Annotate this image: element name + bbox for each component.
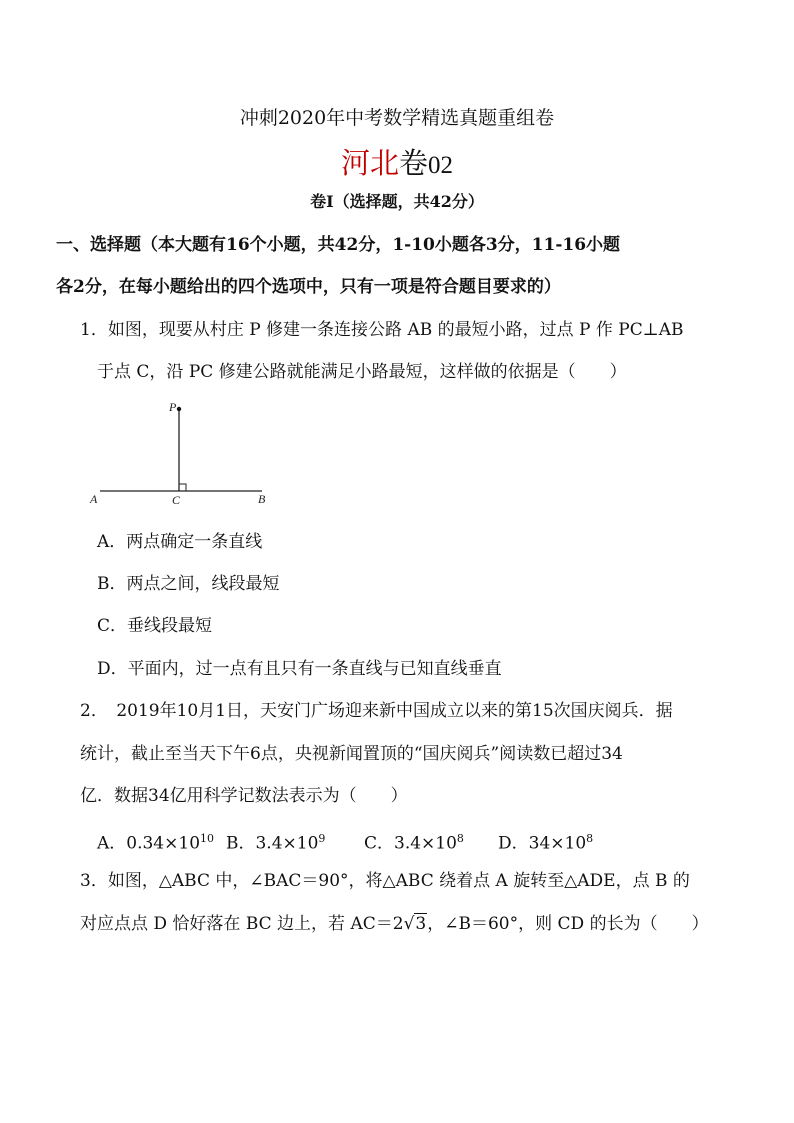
option-2b: B．$3.4\times 10^9$ bbox=[226, 832, 326, 854]
question-3-line1: 3．如图，△ABC 中，∠BAC＝90°，将△ABC 绕着点 A 旋转至△ADE，点 B 的 bbox=[80, 871, 690, 891]
question-2-line3: 亿．数据34亿用科学记数法表示为（ ） bbox=[80, 786, 408, 806]
label-p: P bbox=[169, 400, 177, 414]
question-2-line2: 统计，截止至当天下午6点，央视新闻置顶的“国庆阅兵”阅读数已超过34 bbox=[80, 744, 623, 764]
part-heading: 卷Ⅰ（选择题，共42分） bbox=[310, 192, 484, 211]
question-1-line1: 1．如图，现要从村庄 P 修建一条连接公路 AB 的最短小路，过点 P 作 PC⊥AB bbox=[80, 320, 684, 340]
subtitle-region: 河北 bbox=[340, 146, 399, 180]
paper-subtitle bbox=[0, 141, 794, 182]
question-3-line2: 对应点点 D 恰好落在 BC 边上，若 AC＝2√3，∠B＝60°，则 CD 的长为（ ） bbox=[80, 914, 709, 934]
option-1a: A．两点确定一条直线 bbox=[97, 532, 263, 552]
right-angle-mark bbox=[179, 484, 186, 491]
question-1-figure bbox=[80, 395, 280, 515]
label-a: A bbox=[90, 492, 98, 506]
question-2-line1: 2． 2019年10月1日，天安门广场迎来新中国成立以来的第15次国庆阅兵．据 bbox=[80, 701, 673, 721]
section-instructions-line2: 各2分，在每小题给出的四个选项中，只有一项是符合题目要求的） bbox=[56, 277, 561, 297]
option-1b: B．两点之间，线段最短 bbox=[97, 574, 280, 594]
sqrt-symbol: √3 bbox=[403, 914, 427, 934]
option-1c: C．垂线段最短 bbox=[97, 616, 213, 636]
paper-title: 冲刺2020年中考数学精选真题重组卷 bbox=[239, 107, 555, 129]
option-2a: A．$0.34\times 10^{10}$ bbox=[97, 832, 215, 854]
label-c: C bbox=[172, 493, 181, 507]
subtitle-number: 02 bbox=[428, 152, 454, 179]
question-1-line2: 于点 C，沿 PC 修建公路就能满足小路最短，这样做的依据是（ ） bbox=[97, 362, 627, 382]
label-b: B bbox=[258, 492, 266, 506]
option-1d: D．平面内，过一点有且只有一条直线与已知直线垂直 bbox=[97, 659, 502, 679]
option-2d: D．$34\times 10^8$ bbox=[498, 832, 594, 854]
subtitle-volume: 卷 bbox=[399, 146, 429, 180]
section-instructions-line1: 一、选择题（本大题有16个小题，共42分，1-10小题各3分，11-16小题 bbox=[56, 235, 621, 255]
option-2c: C．$3.4\times 10^8$ bbox=[364, 832, 464, 854]
point-p bbox=[177, 407, 181, 411]
